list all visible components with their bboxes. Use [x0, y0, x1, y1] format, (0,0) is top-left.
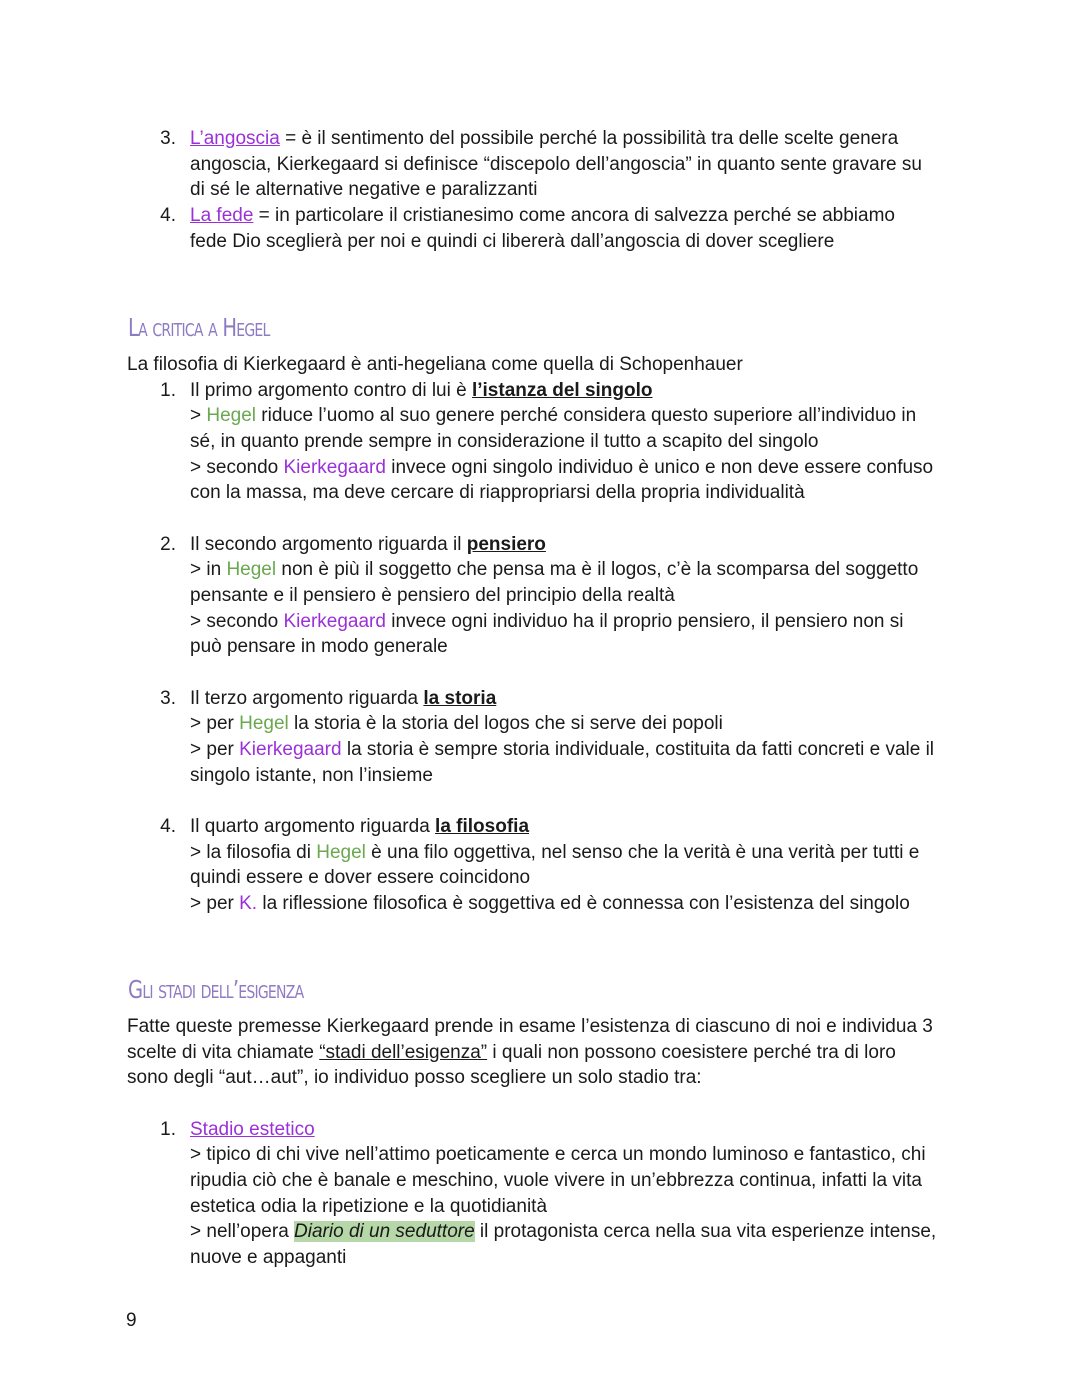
text-line: fede Dio sceglierà per noi e quindi ci libererà dall’angoscia di dover scegliere: [190, 231, 835, 252]
text-line: [190, 455, 933, 481]
text-line: quindi essere e dover essere coincidono: [190, 867, 531, 888]
text: i quali non possono coesistere perché tra di loro: [487, 1042, 896, 1063]
text-line: [190, 1219, 936, 1245]
section-heading: La critica a Hegel: [128, 313, 270, 342]
text: > in: [190, 559, 227, 580]
name-kierkegaard: K.: [239, 893, 258, 914]
text: Il secondo argomento riguarda il: [190, 534, 467, 555]
text-line: angoscia, Kierkegaard si definisce “discepolo dell’angoscia” in quanto sente gravare su: [190, 154, 922, 175]
text: il protagonista cerca nella sua vita esperienze intense,: [474, 1221, 937, 1242]
text-line: di sé le alternative negative e paralizzanti: [190, 179, 538, 200]
text-line: può pensare in modo generale: [190, 636, 448, 657]
argument-title: [190, 686, 496, 712]
text-line: con la massa, ma deve cercare di riappropriarsi della propria individualità: [190, 482, 805, 503]
text-line: sé, in quanto prende sempre in considerazione il tutto a scapito del singolo: [190, 431, 819, 452]
key-term: pensiero: [466, 534, 546, 555]
list-number: 3.: [160, 128, 176, 149]
text: = in particolare il cristianesimo come ancora di salvezza perché se abbiamo: [253, 205, 895, 226]
argument-title: [190, 814, 529, 840]
text: > nell’opera: [190, 1221, 295, 1242]
text-line: estetica odia la ripetizione e la quotidianità: [190, 1196, 548, 1217]
list-number: 1.: [160, 1119, 176, 1140]
list-number: 4.: [160, 816, 176, 837]
text: > per: [190, 739, 240, 760]
name-hegel: Hegel: [226, 559, 277, 580]
key-term: “stadi dell’esigenza”: [319, 1042, 488, 1063]
text: la storia è la storia del logos che si serve dei popoli: [288, 713, 723, 734]
text-line: pensante e il pensiero è pensiero del principio della realtà: [190, 585, 675, 606]
text: = è il sentimento del possibile perché la possibilità tra delle scelte genera: [279, 128, 899, 149]
text: >: [190, 405, 207, 426]
text: > secondo: [190, 611, 284, 632]
name-hegel: Hegel: [206, 405, 257, 426]
page-number: 9: [126, 1310, 137, 1331]
text-line: > tipico di chi vive nell’attimo poeticamente e cerca un mondo luminoso e fantastico, chi: [190, 1144, 926, 1165]
text: la storia è sempre storia individuale, costituita da fatti concreti e vale il: [341, 739, 935, 760]
text: riduce l’uomo al suo genere perché considera questo superiore all’individuo in: [256, 405, 917, 426]
text-line: [190, 403, 916, 429]
text: Il terzo argomento riguarda: [190, 688, 424, 709]
text-line: [190, 840, 919, 866]
text-line: nuove e appaganti: [190, 1247, 347, 1268]
text: invece ogni individuo ha il proprio pensiero, il pensiero non si: [385, 611, 904, 632]
text: > per: [190, 893, 240, 914]
term-link[interactable]: Stadio estetico: [190, 1119, 315, 1140]
name-kierkegaard: Kierkegaard: [239, 739, 342, 760]
stage-title: [190, 1117, 315, 1143]
name-kierkegaard: Kierkegaard: [283, 457, 386, 478]
highlighted-title: Diario di un seduttore: [294, 1221, 475, 1242]
text: è una filo oggettiva, nel senso che la verità è una verità per tutti e: [365, 842, 920, 863]
text: > per: [190, 713, 240, 734]
text: Il primo argomento contro di lui è: [190, 380, 472, 401]
list-number: 2.: [160, 534, 176, 555]
text-line: singolo istante, non l’insieme: [190, 765, 433, 786]
paragraph: La filosofia di Kierkegaard è anti-hegeliana come quella di Schopenhauer: [127, 354, 743, 375]
term-link[interactable]: La fede: [190, 205, 254, 226]
key-term: l’istanza del singolo: [471, 380, 653, 401]
text: non è più il soggetto che pensa ma è il logos, c’è la scomparsa del soggetto: [276, 559, 919, 580]
list-number: 4.: [160, 205, 176, 226]
text-line: [190, 891, 910, 917]
term-link[interactable]: L’angoscia: [190, 128, 280, 149]
list-item-angoscia: [190, 126, 898, 152]
text-line: [190, 609, 904, 635]
text-line: [190, 557, 918, 583]
text: > la filosofia di: [190, 842, 317, 863]
name-kierkegaard: Kierkegaard: [283, 611, 386, 632]
section-heading: Gli stadi dell’esigenza: [128, 975, 304, 1004]
paragraph-line: [127, 1040, 896, 1066]
text-line: [190, 737, 934, 763]
text-line: [190, 711, 723, 737]
key-term: la storia: [423, 688, 497, 709]
argument-title: [190, 378, 653, 404]
text: invece ogni singolo individuo è unico e non deve essere confuso: [385, 457, 934, 478]
list-number: 3.: [160, 688, 176, 709]
list-item-fede: [190, 203, 895, 229]
paragraph-line: Fatte queste premesse Kierkegaard prende in esame l’esistenza di ciascuno di noi e individua 3: [127, 1016, 933, 1037]
text: scelte di vita chiamate: [127, 1042, 320, 1063]
text: la riflessione filosofica è soggettiva ed è connessa con l’esistenza del singolo: [257, 893, 910, 914]
list-number: 1.: [160, 380, 176, 401]
text: Il quarto argomento riguarda: [190, 816, 436, 837]
key-term: la filosofia: [435, 816, 530, 837]
name-hegel: Hegel: [316, 842, 366, 863]
text-line: ripudia ciò che è banale e meschino, vuole vivere in un’ebbrezza continua, infatti la vita: [190, 1170, 922, 1191]
argument-title: [190, 532, 546, 558]
paragraph-line: sono degli “aut…aut”, io individuo posso scegliere un solo stadio tra:: [127, 1067, 702, 1088]
name-hegel: Hegel: [239, 713, 289, 734]
text: > secondo: [190, 457, 284, 478]
